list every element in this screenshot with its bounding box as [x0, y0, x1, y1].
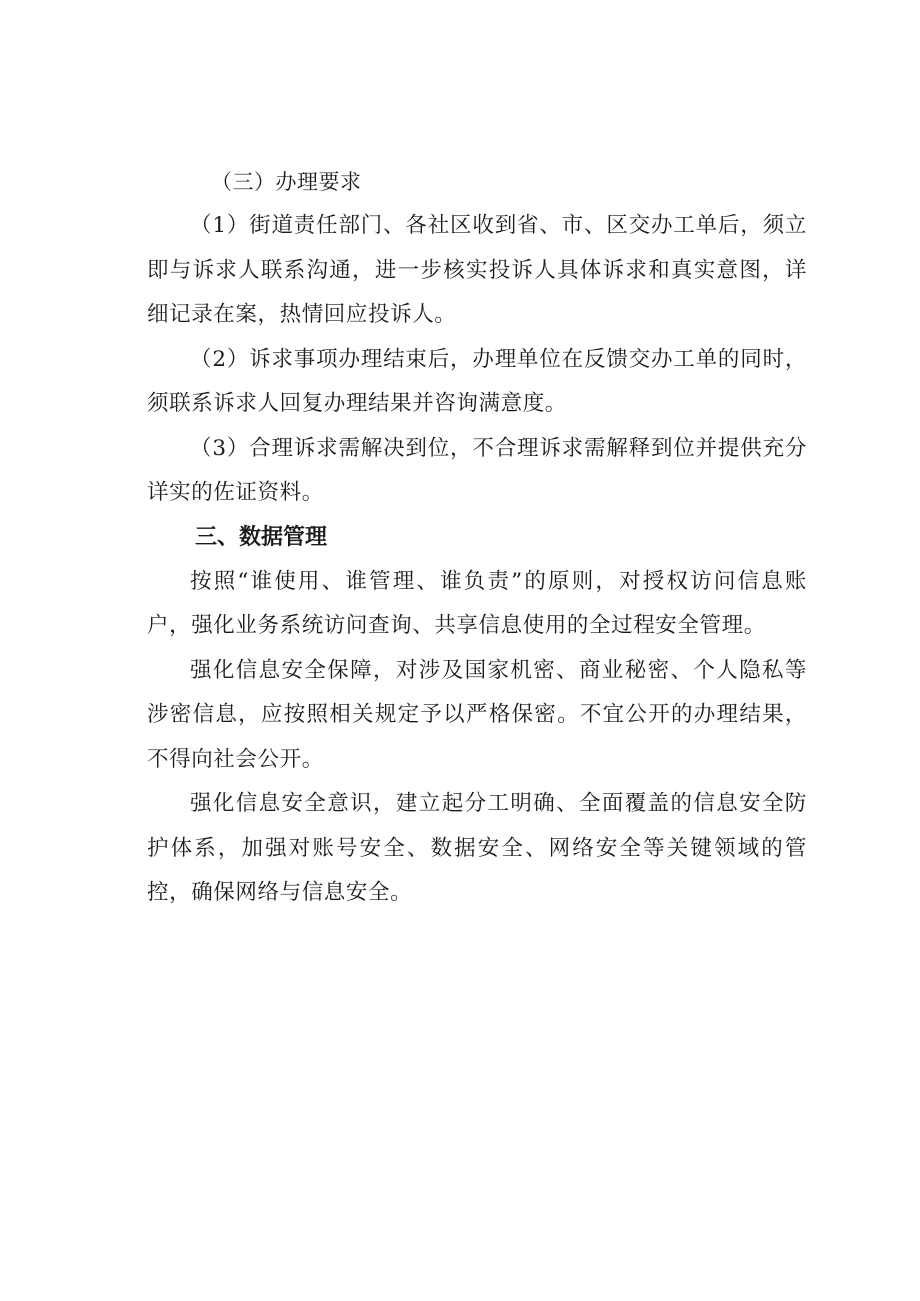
section-title: 三、数据管理 [195, 524, 328, 550]
body-paragraph-3: 强化信息安全意识，建立起分工明确、全面覆盖的信息安全防护体系，加强对账号安全、数据安全、网络安全等关键领域的管控，确保网络与信息安全。 [147, 791, 807, 905]
document-page [147, 160, 807, 916]
body-paragraph-1: 按照“谁使用、谁管理、谁负责”的原则，对授权访问信息账户，强化业务系统访问查询、共享信息使用的全过程安全管理。 [147, 568, 807, 638]
body-paragraph-2: 强化信息安全保障，对涉及国家机密、商业秘密、个人隐私等涉密信息，应按照相关规定予以严格保密。不宜公开的办理结果，不得向社会公开。 [147, 657, 807, 772]
requirement-item-2: （2）诉求事项办理结束后，办理单位在反馈交办工单的同时，须联系诉求人回复办理结果并咨询满意度。 [147, 346, 807, 416]
requirement-item-3: （3）合理诉求需解决到位，不合理诉求需解释到位并提供充分详实的佐证资料。 [147, 435, 807, 505]
requirement-item-1: （1）街道责任部门、各社区收到省、市、区交办工单后，须立即与诉求人联系沟通，进一步核实投诉人具体诉求和真实意图，详细记录在案，热情回应投诉人。 [147, 213, 807, 327]
subsection-title: （三）办理要求 [211, 170, 362, 194]
